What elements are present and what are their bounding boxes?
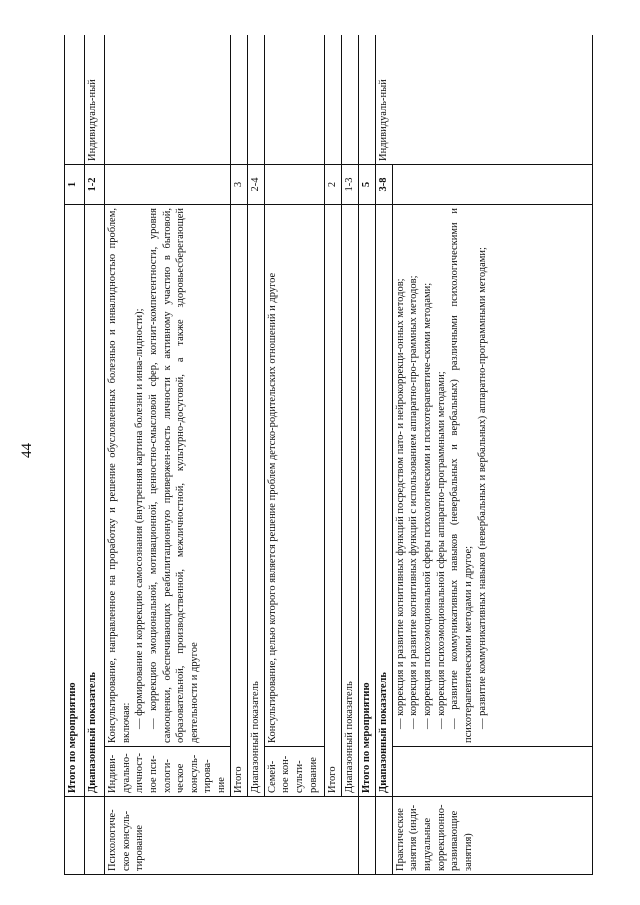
table-row: [65, 35, 85, 875]
description-item: — коррекция и развитие когнитивных функций посредством пато- и нейрокоррекци-онных методов;: [394, 278, 406, 729]
range-value: 3-8: [375, 165, 392, 205]
table-row: [324, 35, 341, 875]
table-cell: [65, 35, 85, 165]
total-label: Итого по мероприятию: [65, 205, 85, 797]
description-item: — коррекция и развитие когнитивных функций с использованием аппаратно-про-граммных методов;: [408, 275, 420, 729]
rotated-table-stage: [64, 35, 625, 875]
description-item: — формирование и коррекцию самосознания (внутренняя картина болезни и инва-лидности);: [134, 308, 146, 729]
rehab-services-table: [64, 35, 593, 875]
format-note: Индивидуаль-ный: [85, 35, 105, 165]
table-row: [105, 35, 231, 875]
format-note: Индивидуаль-ный: [375, 35, 592, 165]
table-row: [264, 35, 324, 875]
page-number: 44: [19, 443, 35, 458]
table-cell: [324, 35, 341, 165]
description-item: — развитие коммуникативных навыков (невербальных и вербальных) различными психологическими и психотерапевтическими методами и другое;: [449, 208, 474, 743]
total-value: 5: [358, 165, 375, 205]
consult-type: Индиви-дуально-личност-ное пси-хологи-ческое консуль-тирова-ние: [105, 747, 231, 797]
table-cell: [341, 35, 358, 165]
table-cell: [105, 35, 231, 165]
table-cell: [358, 797, 375, 875]
table-row: [230, 35, 247, 875]
total-label: Итого по мероприятию: [358, 205, 375, 797]
subrange-label: Диапазонный показатель: [247, 205, 264, 797]
description-item: — коррекция психоэмоциональной сферы аппаратно-программными методами;: [435, 371, 447, 729]
table-row: [341, 35, 358, 875]
subtotal-label: Итого: [230, 205, 247, 797]
subrange-label: Диапазонный показатель: [341, 205, 358, 797]
subtotal-label: Итого: [324, 205, 341, 797]
total-value: 1: [65, 165, 85, 205]
table-cell: [392, 747, 592, 797]
table-cell: [85, 797, 105, 875]
table-cell: [264, 165, 324, 205]
description-intro: Консультирование, направленное на проработку и решение обусловленных болезнью и инвалидностью проблем, включая:: [107, 208, 132, 743]
subtotal-value: 2: [324, 165, 341, 205]
range-label: Диапазонный показатель: [85, 205, 105, 797]
table-cell: [392, 165, 592, 205]
service-name: Психологиче-ское консуль-тирование: [105, 797, 359, 875]
table-cell: [375, 797, 392, 875]
service-name: Практические занятия (инди-видуальные коррекционно-развивающие занятия): [392, 797, 592, 875]
description-item: — развитие коммуникативных навыков (невербальных и вербальных) аппаратно-программными методами;: [476, 247, 488, 729]
table-cell: [105, 165, 231, 205]
table-cell: [65, 797, 85, 875]
range-label: Диапазонный показатель: [375, 205, 392, 797]
description-item: — коррекция психоэмоциональной сферы психологическими и психотерапевтиче-скими методами;: [422, 282, 434, 729]
consult-description: Консультирование, целью которого является решение проблем детско-родительских отношений и другое: [264, 205, 324, 747]
subtotal-value: 3: [230, 165, 247, 205]
table-cell: [247, 35, 264, 165]
practical-description: [392, 205, 592, 747]
table-cell: [358, 35, 375, 165]
table-row: [247, 35, 264, 875]
range-value: 1-2: [85, 165, 105, 205]
rotated-table-viewport: [64, 35, 625, 875]
consult-description: [105, 205, 231, 747]
table-row: [375, 35, 392, 875]
subrange-value: 2-4: [247, 165, 264, 205]
table-row: [85, 35, 105, 875]
table-row: [358, 35, 375, 875]
consult-type: Семей-ное кон-сульти-рование: [264, 747, 324, 797]
description-item: — коррекцию эмоциональной, мотивационной, ценностно-смысловой сфер, когнит-компетентности, уровня самооценки, обеспечивающих реабилитационную привержен-ность личности к активному участию в бытовой, образовательной, производственной, межличностной, культурно-досуговой, а также здоровьесберегающей деятельности и другое: [147, 208, 200, 743]
subrange-value: 1-3: [341, 165, 358, 205]
table-cell: [264, 35, 324, 165]
table-cell: [230, 35, 247, 165]
